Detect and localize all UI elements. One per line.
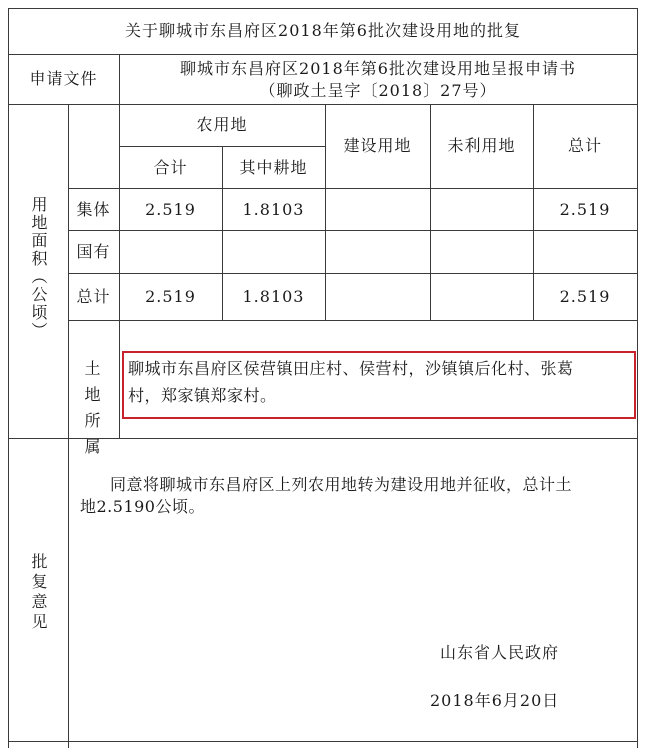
rule-after-row-collective xyxy=(68,230,638,231)
header-construction: 建设用地 xyxy=(343,136,412,155)
rule-after-row-state xyxy=(68,273,638,274)
row-name-total: 总计 xyxy=(76,287,111,306)
approval-line-1: 同意将聊城市东昌府区上列农用地转为建设用地并征收，总计土 xyxy=(110,475,573,494)
header-unused: 未利用地 xyxy=(447,136,516,155)
cell-total: 2.519 xyxy=(559,287,611,306)
header-cultivated: 其中耕地 xyxy=(239,158,308,177)
border-top xyxy=(8,8,638,9)
ownership-label-text: 土地所属 xyxy=(84,359,103,456)
approval-date: 2018年6月20日 xyxy=(430,691,560,710)
ownership-line-1: 聊城市东昌府区侯营镇田庄村、侯营村，沙镇镇后化村、张葛 xyxy=(128,359,574,378)
cell-subtotal: 2.519 xyxy=(145,287,196,306)
approval-authority: 山东省人民政府 xyxy=(440,643,560,662)
rule-bottom xyxy=(8,741,638,742)
document-title: 关于聊城市东昌府区2018年第6批次建设用地的批复 xyxy=(125,21,521,40)
rule-after-title xyxy=(8,54,638,55)
header-farmland: 农用地 xyxy=(196,115,248,134)
border-right xyxy=(637,8,638,748)
cell-total: 2.519 xyxy=(559,200,611,219)
cell-cultivated: 1.8103 xyxy=(242,200,305,219)
rule-after-row-total xyxy=(68,320,638,321)
row-name-collective: 集体 xyxy=(76,200,111,219)
row-name-state: 国有 xyxy=(76,242,111,261)
cell-cultivated: 1.8103 xyxy=(242,287,305,306)
ownership-label xyxy=(68,356,119,460)
ownership-line-2: 村，郑家镇郑家村。 xyxy=(128,386,277,405)
rule-after-application xyxy=(8,104,638,105)
application-line-1: 聊城市东昌府区2018年第6批次建设用地呈报申请书 xyxy=(180,59,576,78)
border-left xyxy=(8,8,9,748)
rule-after-headers xyxy=(68,188,638,189)
land-area-label: 用地面积（公顷） xyxy=(29,196,48,340)
application-label: 申请文件 xyxy=(29,69,98,88)
application-line-2: （聊政土呈字〔2018〕27号） xyxy=(259,81,497,100)
header-subtotal: 合计 xyxy=(153,158,188,177)
col-row-name xyxy=(119,104,120,438)
cell-subtotal: 2.519 xyxy=(145,200,196,219)
approval-line-2: 地2.5190公顷。 xyxy=(80,497,205,516)
header-total: 总计 xyxy=(567,136,602,155)
approval-label: 批复意见 xyxy=(29,553,48,633)
